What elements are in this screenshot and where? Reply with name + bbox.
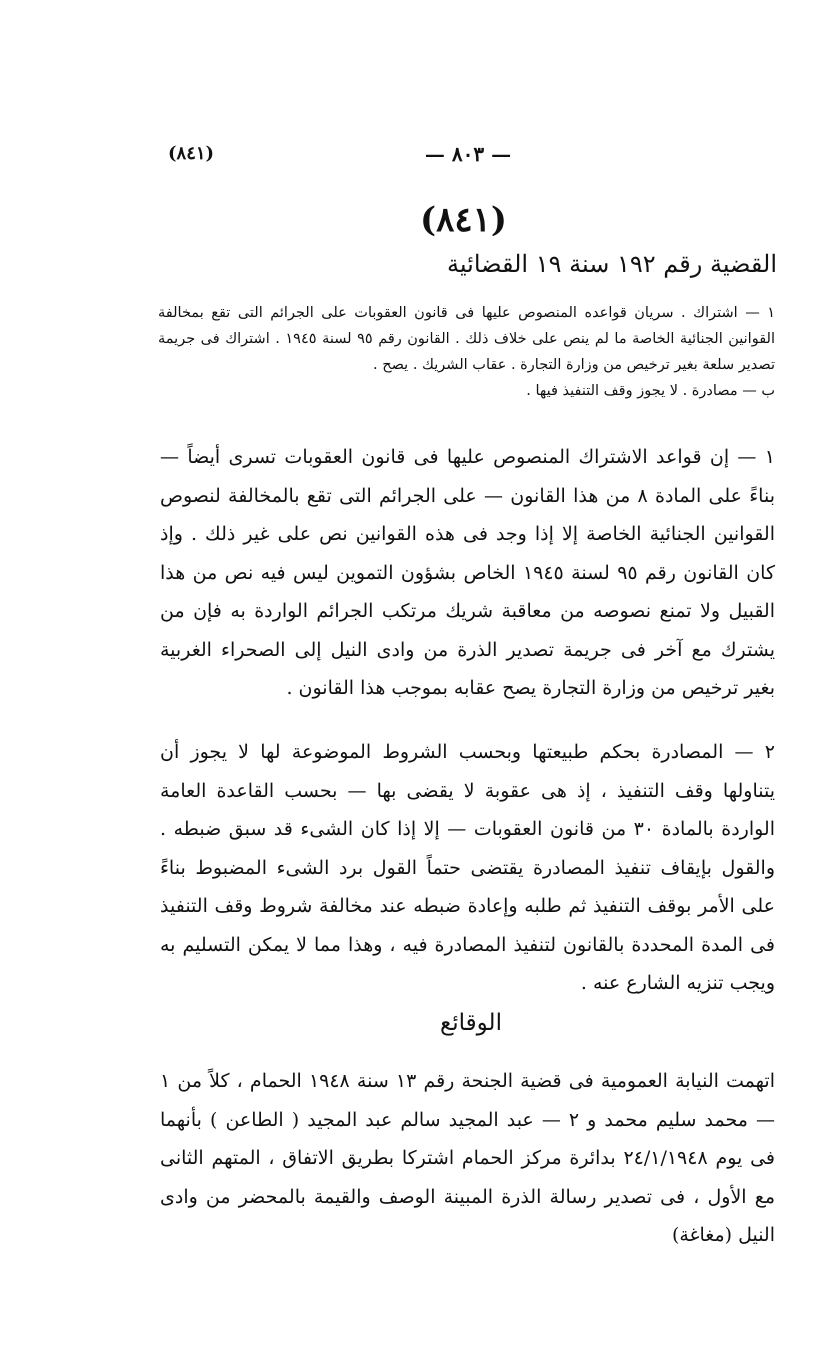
ruling-paragraph-1 [160,438,775,708]
paragraph-text: ١ — إن قواعد الاشتراك المنصوص عليها فى قانون العقوبات تسرى أيضاً — بناءً على المادة ٨ من هذا القانون — على الجرائم التى تقع بالمخالفة لنصوص القوانين الجنائية الخاصة إلا إذا وجد فى هذه القوانين نص على غير ذلك . وإذ كان القانون رقم ٩٥ لسنة ١٩٤٥ الخاص بشؤون التموين ليس فيه نص من هذا القبيل ولا تمنع نصوصه من معاقبة شريك مرتكب الجرائم الواردة به فإن من يشترك مع آخر فى جريمة تصدير الذرة من وادى النيل إلى الصحراء الغربية بغير ترخيص من وزارة التجارة يصح عقابه بموجب هذا القانون . [160,446,775,699]
paragraph-text: ٢ — المصادرة بحكم طبيعتها وبحسب الشروط الموضوعة لها لا يجوز أن يتناولها وقف التنفيذ ، إذ هى عقوبة لا يقضى بها — بحسب القاعدة العامة الواردة بالمادة ٣٠ من قانون العقوبات — إلا إذا كان الشىء قد سبق ضبطه . والقول بإيقاف تنفيذ المصادرة يقتضى حتماً القول برد الشىء المضبوط بناءً على الأمر بوقف التنفيذ ثم طلبه وإعادة ضبطه عند مخالفة شروط وقف التنفيذ فى المدة المحددة بالقانون لتنفيذ المصادرة فيه ، وهذا مما لا يمكن التسليم به ويجب تنزيه الشارع عنه . [160,741,775,994]
page-number: — ٨٠٣ — [424,142,512,166]
facts-paragraph [160,1062,775,1255]
corner-case-number: (٨٤١) [168,143,215,164]
summary-item: ب — مصادرة . لا يجوز وقف التنفيذ فيها . [526,383,775,399]
ruling-paragraph-2 [160,733,775,1003]
facts-heading: الوقائع [440,1010,502,1036]
case-summary [158,300,775,404]
case-number-heading: (٨٤١) [420,200,507,240]
paragraph-text: اتهمت النيابة العمومية فى قضية الجنحة رقم ١٣ سنة ١٩٤٨ الحمام ، كلاً من ١ — محمد سليم محمد و ٢ — عبد المجيد سالم عبد المجيد ( الطاعن ) بأنهما فى يوم ٢٤/١/١٩٤٨ بدائرة مركز الحمام اشتركا بطريق الاتفاق ، المتهم الثانى مع الأول ، فى تصدير رسالة الذرة المبينة الوصف والقيمة بالمحضر من وادى النيل (مغاغة) [160,1070,775,1246]
case-title: القضية رقم ١٩٢ سنة ١٩ القضائية [447,250,777,278]
summary-item: ١ — اشتراك . سريان قواعده المنصوص عليها فى قانون العقوبات على الجرائم التى تقع بمخالفة القوانين الجنائية الخاصة ما لم ينص على خلاف ذلك . القانون رقم ٩٥ لسنة ١٩٤٥ . اشتراك فى جريمة تصدير سلعة بغير ترخيص من وزارة التجارة . عقاب الشريك . يصح . [158,305,775,373]
